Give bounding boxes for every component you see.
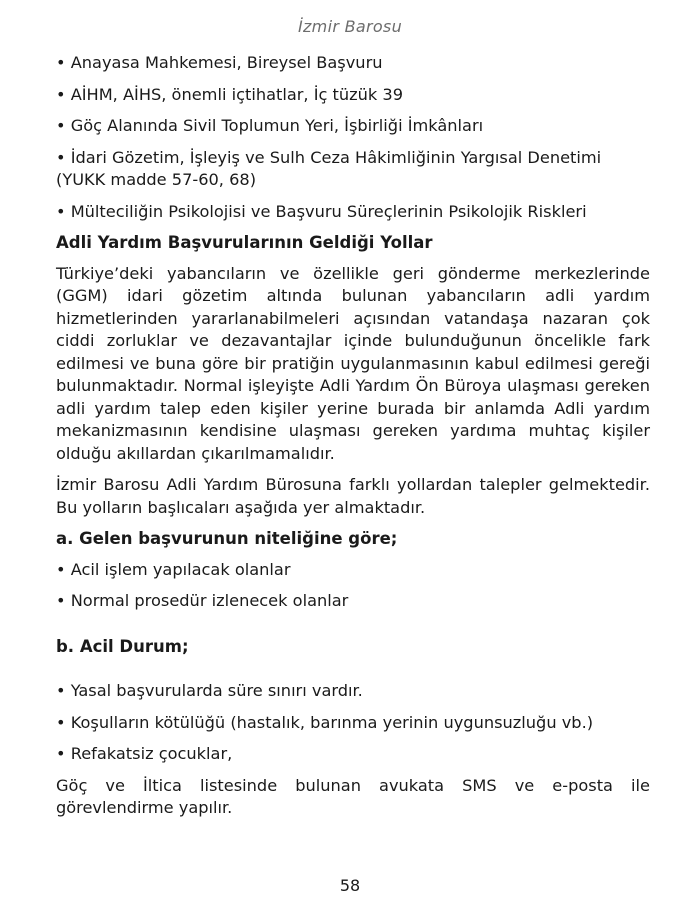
list-item: • Anayasa Mahkemesi, Bireysel Başvuru xyxy=(56,53,383,72)
section-heading: Adli Yardım Başvurularının Geldiği Yollar xyxy=(56,233,433,252)
list-item: • Refakatsiz çocuklar, xyxy=(56,744,233,763)
list-item: • Göç Alanında Sivil Toplumun Yeri, İşbirliği İmkânları xyxy=(56,116,484,135)
spacer xyxy=(56,666,650,680)
list-item: • Koşulların kötülüğü (hastalık, barınma yerinin uygunsuzluğu vb.) xyxy=(56,712,594,732)
subheading-a: a. Gelen başvurunun niteliğine göre; xyxy=(56,529,398,548)
subheading-b: b. Acil Durum; xyxy=(56,636,189,656)
page-body xyxy=(56,52,650,829)
spacer xyxy=(56,622,650,636)
running-header: İzmir Barosu xyxy=(297,17,403,36)
body-paragraph: Göç ve İltica listesinde bulunan avukata SMS ve e-posta ile görevlendirme yapılır. xyxy=(56,775,650,817)
list-item: • Normal prosedür izlenecek olanlar xyxy=(56,591,349,610)
list-item: • İdari Gözetim, İşleyiş ve Sulh Ceza Hâkimliğinin Yargısal Denetimi (YUKK madde 57-60, 68) xyxy=(56,147,602,189)
list-item: • AİHM, AİHS, önemli içtihatlar, İç tüzük 39 xyxy=(56,84,404,104)
list-item: • Yasal başvurularda süre sınırı vardır. xyxy=(56,681,363,700)
list-item: • Mülteciliğin Psikolojisi ve Başvuru Süreçlerinin Psikolojik Riskleri xyxy=(56,201,587,221)
page-number: 58 xyxy=(339,876,361,895)
body-paragraph: Türkiye’deki yabancıların ve özellikle geri gönderme merkezlerinde (GGM) idari gözetim altında bulunan yabancıların adli yardım hizmetlerinden yararlanabilmeleri açısından vatandaşa nazaran çok ciddi zorluklar ve dezavantajlar içinde bulunduğunun öncelikle fark edilmesi ve buna göre bir pratiğin uygulanmasının kabul edilmesi gereği bulunmaktadır. Normal işleyişte Adli Yardım Ön Büroya ulaşması gereken adli yardım talep eden kişiler yerine burada bir anlamda Adli yardım mekanizmasının kendisine ulaşması gereken yardıma muhtaç kişiler olduğu akıllardan çıkarılmamalıdır. xyxy=(56,263,650,463)
body-paragraph: İzmir Barosu Adli Yardım Bürosuna farklı yollardan talepler gelmektedir. Bu yolların başlıcaları aşağıda yer almaktadır. xyxy=(56,475,650,517)
list-item: • Acil işlem yapılacak olanlar xyxy=(56,559,291,579)
